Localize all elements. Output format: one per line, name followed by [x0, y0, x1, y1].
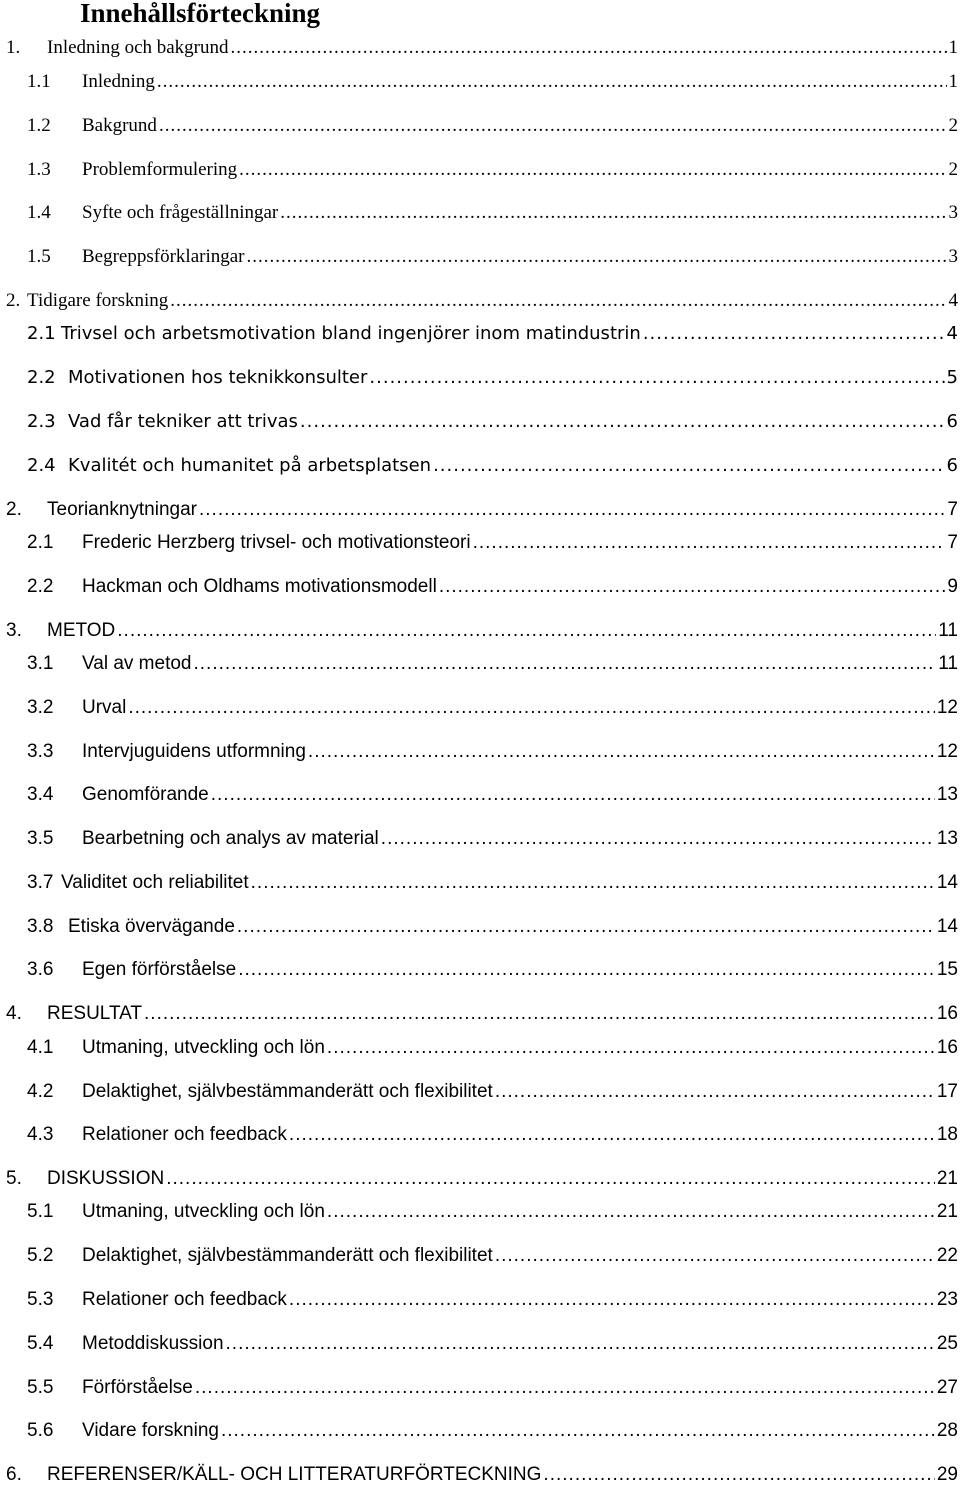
toc-entry[interactable]: [6, 618, 958, 644]
toc-entry-number: 2.: [6, 290, 21, 311]
toc-entry[interactable]: [27, 870, 958, 896]
toc-entry-number: 1.: [6, 37, 21, 58]
toc-entry[interactable]: [27, 695, 958, 721]
toc-entry[interactable]: [27, 1122, 958, 1148]
toc-entry-number: 2.3: [27, 411, 56, 432]
toc-entry-page: 12: [936, 741, 958, 762]
toc-entry-label: Urval: [82, 697, 127, 718]
toc-dot-leader: [381, 826, 935, 852]
toc-entry-number: 2.2: [27, 367, 56, 388]
toc-entry-page: 21: [936, 1201, 958, 1222]
toc-entry[interactable]: [27, 530, 958, 556]
toc-entry-number: 3.6: [27, 959, 54, 980]
toc-entry[interactable]: [6, 497, 958, 523]
toc-entry[interactable]: [27, 321, 958, 347]
toc-dot-leader: [369, 365, 944, 391]
toc-entry-number: 5.4: [27, 1333, 54, 1354]
toc-dot-leader: [543, 1462, 934, 1488]
toc-entry-page: 2: [948, 159, 958, 180]
toc-entry-label: METOD: [47, 620, 116, 641]
toc-entry-page: 17: [936, 1081, 958, 1102]
toc-entry[interactable]: [27, 739, 958, 765]
toc-entry[interactable]: [27, 957, 958, 983]
toc-entry-label: Hackman och Oldhams motivationsmodell: [82, 576, 437, 597]
toc-entry-page: 7: [947, 532, 958, 553]
toc-dot-leader: [643, 321, 945, 347]
toc-dot-leader: [128, 695, 935, 721]
toc-entry[interactable]: [27, 1418, 958, 1444]
toc-entry[interactable]: [27, 1199, 958, 1225]
toc-entry-label: Förförståelse: [82, 1377, 193, 1398]
toc-dot-leader: [327, 1199, 935, 1225]
toc-dot-leader: [211, 782, 935, 808]
toc-entry-label: Utmaning, utveckling och lön: [82, 1201, 325, 1222]
toc-entry[interactable]: [27, 574, 958, 600]
toc-entry[interactable]: [27, 69, 958, 95]
toc-entry-number: 4.3: [27, 1124, 54, 1145]
toc-entry[interactable]: [27, 651, 958, 677]
toc-dot-leader: [221, 1418, 935, 1444]
toc-entry-label: Genomförande: [82, 784, 209, 805]
toc-entry-number: 3.4: [27, 784, 54, 805]
toc-entry[interactable]: [27, 409, 958, 435]
toc-entry-label: RESULTAT: [47, 1003, 143, 1024]
toc-dot-leader: [199, 497, 945, 523]
toc-entry-number: 2.: [6, 499, 22, 520]
toc-entry-label: Val av metod: [82, 653, 192, 674]
toc-entry-page: 14: [936, 872, 958, 893]
toc-dot-leader: [237, 914, 935, 940]
toc-entry[interactable]: [27, 157, 958, 183]
toc-entry-page: 13: [936, 828, 958, 849]
toc-entry-number: 1.5: [27, 246, 51, 267]
toc-entry-number: 2.2: [27, 576, 54, 597]
toc-entry-number: 5.2: [27, 1245, 54, 1266]
toc-dot-leader: [439, 574, 946, 600]
toc-entry-number: 3.: [6, 620, 22, 641]
toc-entry-label: Inledning och bakgrund: [47, 37, 229, 58]
toc-entry-page: 7: [947, 499, 958, 520]
toc-entry-page: 15: [936, 959, 958, 980]
toc-entry[interactable]: [6, 288, 958, 314]
toc-entry-label: Bearbetning och analys av material: [82, 828, 379, 849]
toc-entry[interactable]: [27, 1287, 958, 1313]
toc-entry-page: 6: [946, 411, 958, 432]
toc-entry-page: 13: [936, 784, 958, 805]
toc-entry[interactable]: [27, 1331, 958, 1357]
toc-entry-page: 4: [948, 290, 958, 311]
toc-entry-label: Problemformulering: [82, 159, 238, 180]
toc-entry[interactable]: [6, 1462, 958, 1488]
toc-entry-number: 1.3: [27, 159, 51, 180]
toc-entry-page: 16: [936, 1037, 958, 1058]
toc-entry-label: Vad får tekniker att trivas: [68, 411, 298, 432]
toc-entry-label: Intervjuguidens utformning: [82, 741, 306, 762]
toc-entry-number: 1.4: [27, 202, 51, 223]
toc-entry-number: 4.1: [27, 1037, 54, 1058]
toc-entry-page: 12: [936, 697, 958, 718]
toc-entry-page: 2: [948, 115, 958, 136]
toc-entry-page: 23: [936, 1289, 958, 1310]
toc-entry-page: 5: [946, 367, 958, 388]
toc-entry-label: Delaktighet, självbestämmanderätt och flexibilitet: [82, 1081, 493, 1102]
toc-dot-leader: [239, 157, 946, 183]
toc-entry-label: Validitet och reliabilitet: [61, 872, 249, 893]
toc-entry-page: 21: [936, 1168, 958, 1189]
toc-entry-number: 1.1: [27, 71, 51, 92]
toc-entry-page: 28: [936, 1420, 958, 1441]
toc-dot-leader: [300, 409, 945, 435]
toc-entry-number: 3.3: [27, 741, 54, 762]
toc-dot-leader: [473, 530, 946, 556]
toc-entry-label: Motivationen hos teknikkonsulter: [68, 367, 368, 388]
toc-entry-label: DISKUSSION: [47, 1168, 165, 1189]
toc-dot-leader: [166, 1166, 935, 1192]
toc-entry-page: 22: [936, 1245, 958, 1266]
toc-entry-label: Utmaning, utveckling och lön: [82, 1037, 325, 1058]
toc-entry-number: 4.: [6, 1003, 22, 1024]
toc-entry-number: 2.1: [27, 323, 56, 344]
toc-entry-number: 3.7: [27, 872, 54, 893]
toc-dot-leader: [308, 739, 935, 765]
toc-entry-number: 5.: [6, 1168, 22, 1189]
toc-entry-label: Metoddiskussion: [82, 1333, 224, 1354]
toc-entry-label: Etiska övervägande: [68, 916, 235, 937]
toc-entry-label: Bakgrund: [82, 115, 157, 136]
toc-entry-label: Inledning: [82, 71, 155, 92]
toc-entry[interactable]: [27, 365, 958, 391]
toc-dot-leader: [247, 244, 947, 270]
toc-entry-page: 11: [938, 620, 958, 641]
toc-entry-label: Vidare forskning: [82, 1420, 219, 1441]
toc-entry-number: 3.1: [27, 653, 54, 674]
toc-dot-leader: [327, 1035, 935, 1061]
toc-entry-page: 9: [947, 576, 958, 597]
toc-entry-page: 16: [936, 1003, 958, 1024]
toc-entry[interactable]: [6, 35, 958, 61]
toc-entry-number: 5.3: [27, 1289, 54, 1310]
toc-entry[interactable]: [27, 200, 958, 226]
toc-entry-page: 29: [936, 1464, 958, 1485]
toc-dot-leader: [433, 453, 944, 479]
toc-dot-leader: [280, 200, 946, 226]
toc-entry-number: 2.4: [27, 455, 56, 476]
toc-entry-label: Begreppsförklaringar: [82, 246, 245, 267]
toc-dot-leader: [495, 1079, 935, 1105]
toc-dot-leader: [251, 870, 935, 896]
toc-entry-number: 4.2: [27, 1081, 54, 1102]
toc-entry-number: 3.8: [27, 916, 54, 937]
toc-entry-page: 27: [936, 1377, 958, 1398]
toc-entry-label: REFERENSER/KÄLL- OCH LITTERATURFÖRTECKNING: [47, 1464, 542, 1485]
toc-entry-page: 1: [948, 71, 958, 92]
toc-entry-label: Teorianknytningar: [47, 499, 197, 520]
toc-entry[interactable]: [6, 1001, 958, 1027]
toc-entry-label: Frederic Herzberg trivsel- och motivationsteori: [82, 532, 471, 553]
toc-entry-number: 2.1: [27, 532, 54, 553]
toc-entry-label: Relationer och feedback: [82, 1124, 287, 1145]
toc-entry-page: 3: [948, 202, 958, 223]
toc-entry[interactable]: [6, 1166, 958, 1192]
toc-entry-number: 5.5: [27, 1377, 54, 1398]
toc-entry-page: 25: [936, 1333, 958, 1354]
toc-entry-page: 18: [936, 1124, 958, 1145]
toc-entry[interactable]: [27, 826, 958, 852]
toc-dot-leader: [159, 113, 947, 139]
toc-entry-page: 14: [936, 916, 958, 937]
toc-entry-label: Tidigare forskning: [27, 290, 169, 311]
toc-title: Innehållsförteckning: [80, 0, 321, 28]
toc-entry-label: Kvalitét och humanitet på arbetsplatsen: [68, 455, 432, 476]
toc-dot-leader: [231, 35, 947, 61]
toc-dot-leader: [495, 1243, 935, 1269]
toc-dot-leader: [289, 1122, 935, 1148]
toc-entry[interactable]: [27, 1375, 958, 1401]
toc-entry-number: 3.2: [27, 697, 54, 718]
toc-entry[interactable]: [27, 914, 958, 940]
toc-entry-number: 5.1: [27, 1201, 54, 1222]
toc-entry[interactable]: [27, 113, 958, 139]
toc-dot-leader: [289, 1287, 935, 1313]
toc-entry-page: 3: [948, 246, 958, 267]
toc-entry-number: 3.5: [27, 828, 54, 849]
toc-entry[interactable]: [27, 244, 958, 270]
toc-dot-leader: [238, 957, 935, 983]
toc-dot-leader: [195, 1375, 935, 1401]
toc-entry[interactable]: [27, 1035, 958, 1061]
toc-entry-number: 1.2: [27, 115, 51, 136]
toc-dot-leader: [193, 651, 936, 677]
toc-entry-page: 4: [946, 323, 958, 344]
toc-entry-page: 6: [946, 455, 958, 476]
toc-entry-label: Delaktighet, självbestämmanderätt och flexibilitet: [82, 1245, 493, 1266]
toc-entry-label: Syfte och frågeställningar: [82, 202, 279, 223]
toc-entry-number: 5.6: [27, 1420, 54, 1441]
toc-entry-number: 6.: [6, 1464, 22, 1485]
toc-entry-label: Relationer och feedback: [82, 1289, 287, 1310]
toc-dot-leader: [144, 1001, 935, 1027]
toc-dot-leader: [226, 1331, 935, 1357]
toc-entry[interactable]: [27, 1079, 958, 1105]
toc-entry-page: 11: [938, 653, 958, 674]
toc-entry-label: Trivsel och arbetsmotivation bland ingenjörer inom matindustrin: [61, 323, 641, 344]
toc-entry[interactable]: [27, 782, 958, 808]
toc-dot-leader: [157, 69, 947, 95]
toc-dot-leader: [117, 618, 936, 644]
toc-entry-page: 1: [948, 37, 958, 58]
toc-entry[interactable]: [27, 1243, 958, 1269]
toc-entry-label: Egen förförståelse: [82, 959, 237, 980]
toc-dot-leader: [170, 288, 946, 314]
toc-entry[interactable]: [27, 453, 958, 479]
